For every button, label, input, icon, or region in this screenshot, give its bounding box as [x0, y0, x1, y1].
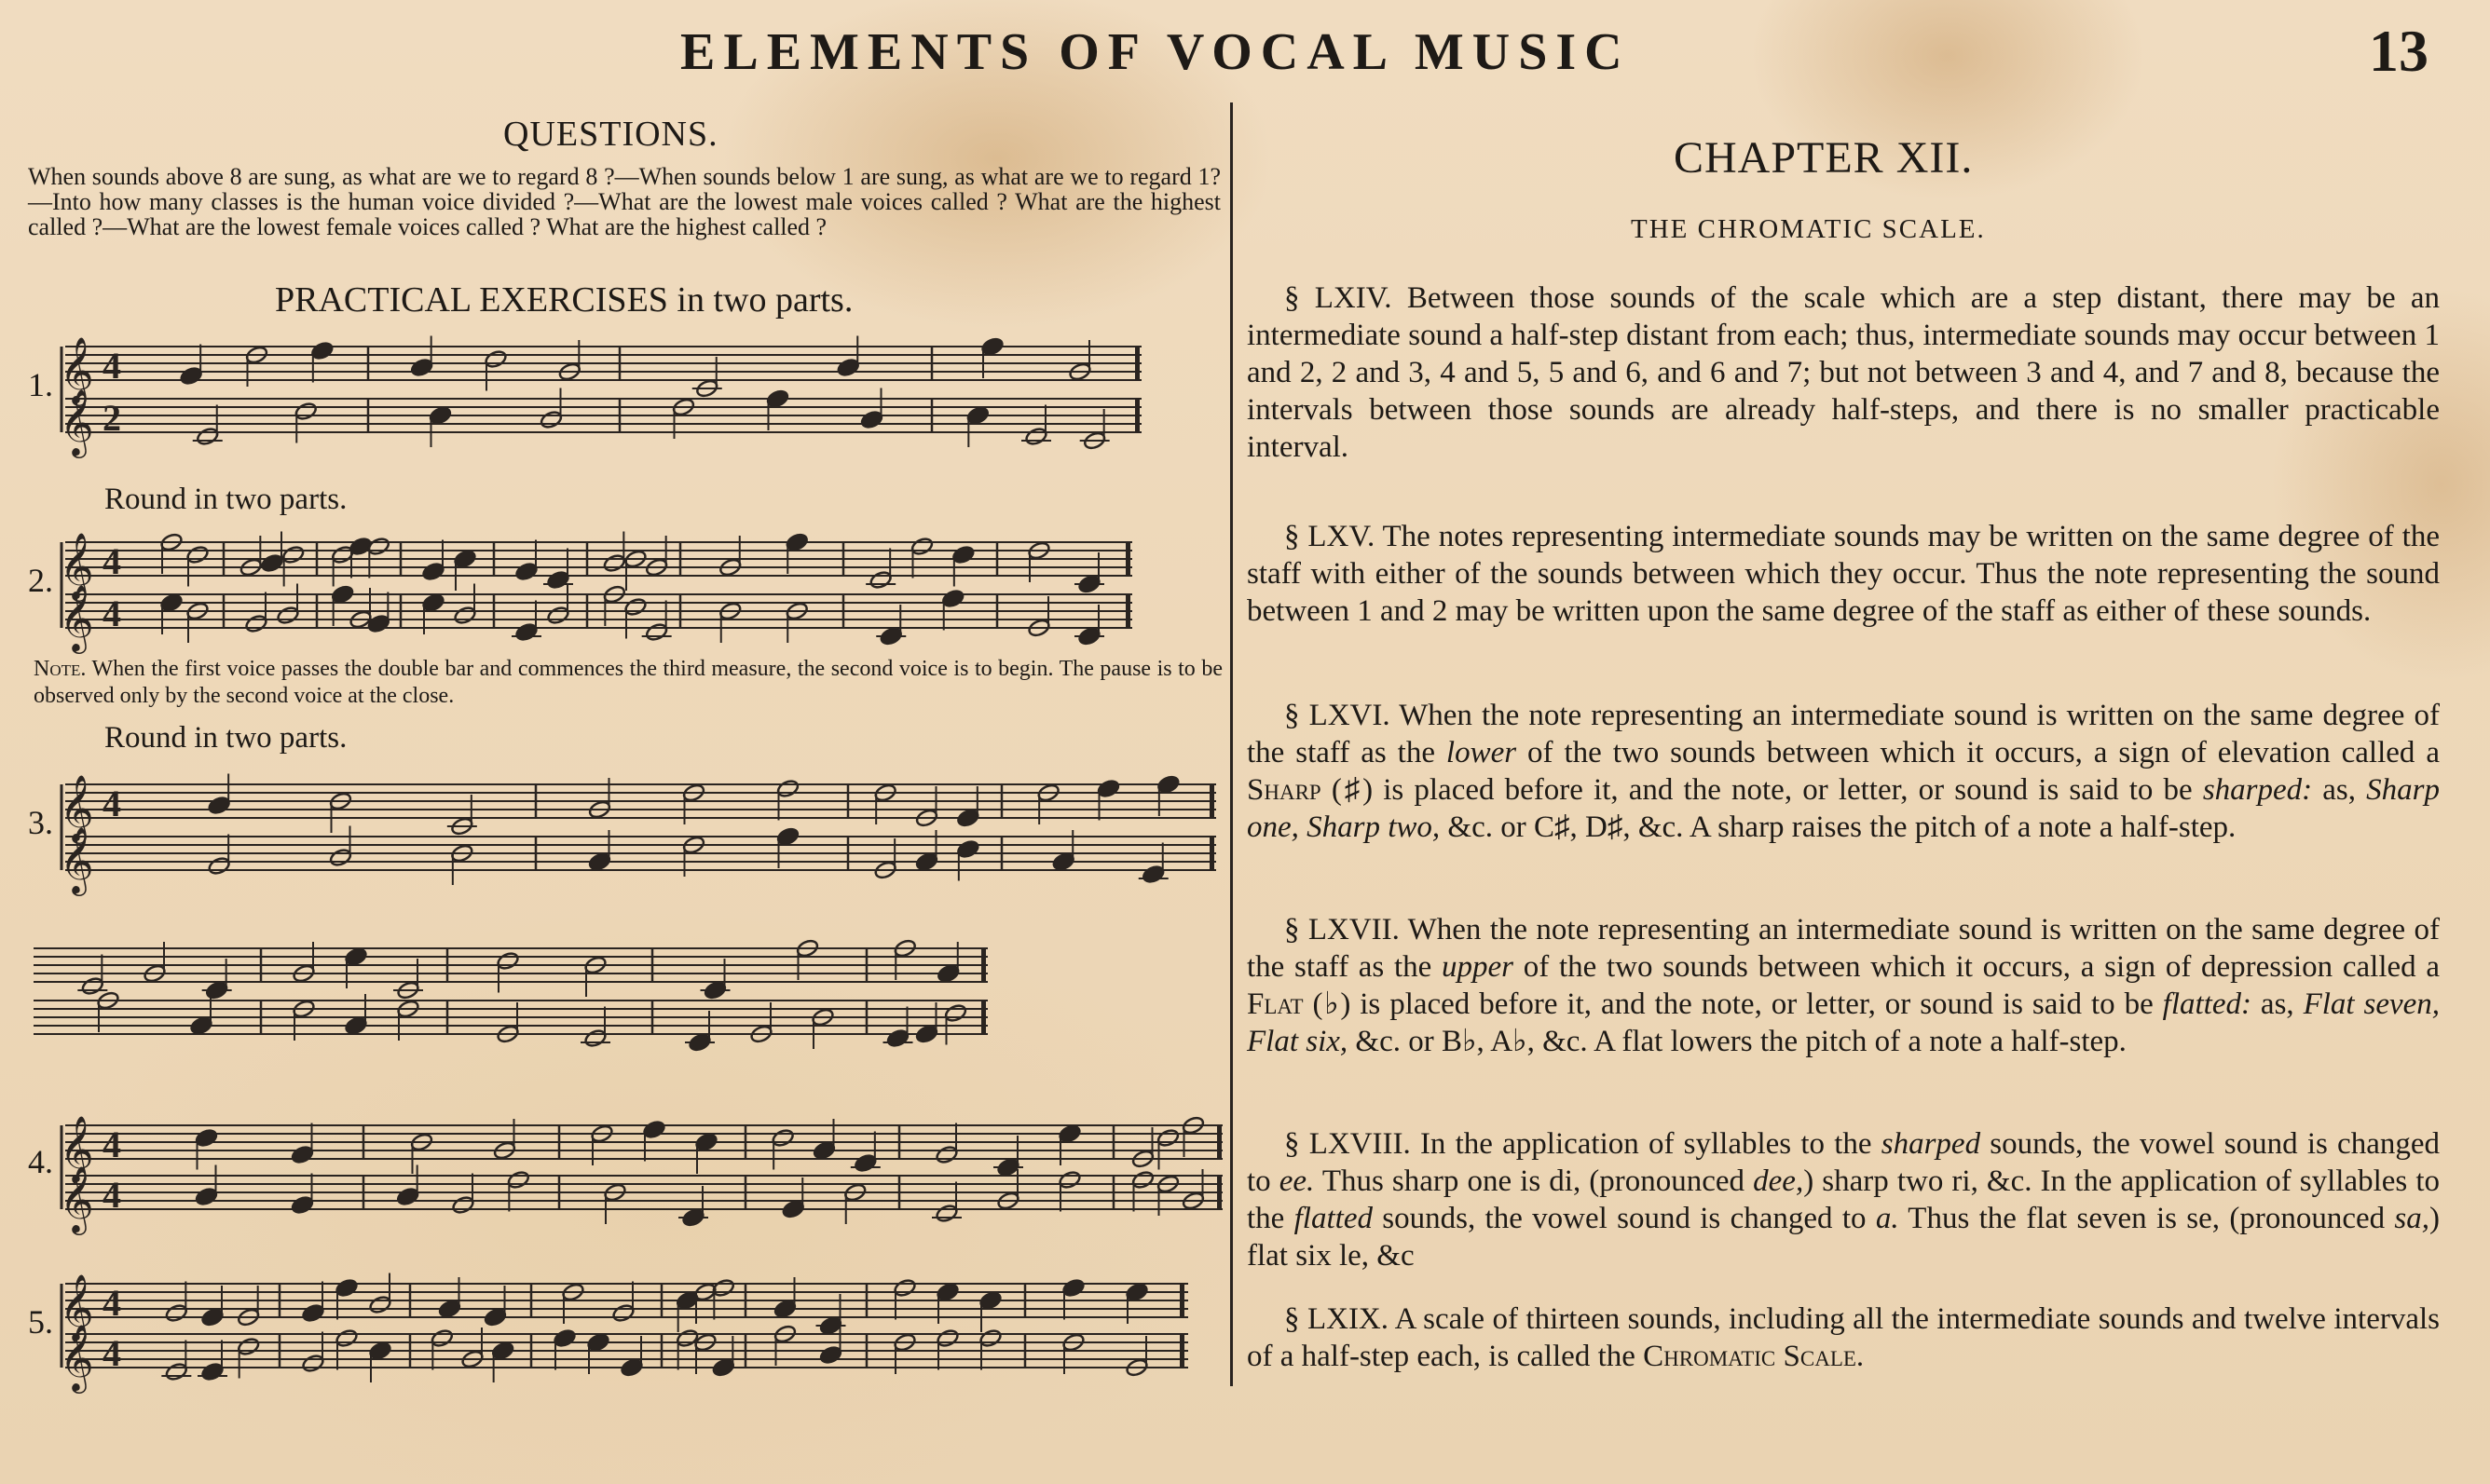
questions-heading: QUESTIONS. — [503, 115, 718, 154]
ex5-lower-final-barline — [1180, 1334, 1184, 1368]
ex5-upper-final-barline — [1180, 1284, 1184, 1317]
note-text: When the first voice passes the double bar and commences the third measure, the second voice is to begin. The pause is to be observed only by the second voice at the close. — [34, 657, 1223, 708]
ex1-lower-final-barline — [1135, 399, 1140, 432]
ex2-upper-time-signature: 4 — [103, 540, 121, 582]
exercise-number-2: 2. — [28, 562, 53, 599]
paragraph-lxviii — [1247, 1125, 2440, 1274]
exercises-heading: PRACTICAL EXERCISES in two parts. — [275, 280, 854, 320]
ex1-upper-final-barline — [1135, 347, 1140, 380]
p66-sharp-term: Sharp — [1247, 773, 1321, 807]
p67-text-d: as, — [2260, 987, 2294, 1021]
p68-text-g: ) flat six le, &c — [1247, 1202, 2441, 1273]
ex1-upper-time-signature: 4 — [103, 345, 121, 387]
round-caption-2: Round in two parts. — [104, 721, 348, 755]
ex4-upper-treble-clef: 𝄞 — [60, 1114, 94, 1182]
ex3b-upper-final-barline — [981, 948, 986, 982]
chapter-subtitle: THE CHROMATIC SCALE. — [1631, 214, 1986, 244]
p68-sharped: sharped — [1881, 1127, 1981, 1161]
exercise-number-1: 1. — [28, 366, 53, 403]
paragraph-lxiv — [1247, 279, 2440, 466]
ex2-upper-final-barline — [1126, 542, 1130, 576]
p68-text-b: sounds, the vowel sound is changed to — [1247, 1127, 2440, 1198]
p68-ee: ee. — [1279, 1164, 1315, 1198]
p69-text-a: § LXIX. A scale of thirteen sounds, including all the intermediate sounds and twelve intervals of a half-step each, is called the — [1247, 1302, 2440, 1373]
exercise-number-5: 5. — [28, 1303, 53, 1341]
round-caption-1: Round in two parts. — [104, 483, 348, 516]
p67-flat-term: Flat — [1247, 987, 1304, 1021]
p66-lower: lower — [1445, 736, 1517, 769]
ex1-lower-time-signature: 2 — [103, 397, 121, 439]
p68-sa: sa, — [2394, 1202, 2430, 1235]
ex3-upper-time-signature: 4 — [103, 783, 121, 824]
ex3-lower-final-barline — [1210, 837, 1214, 870]
p67-text-a: § LXVII. When the note representing an intermediate sound is written on the same degree of the staff as the — [1247, 913, 2440, 984]
paragraph-lxiv-text: § LXIV. Between those sounds of the scale which are a step distant, there may be an intermediate sound a half-step distant from each; thus, intermediate sounds may occur between 1 and 2, 2 and 3, 4 and 5, 5 and 6, and 6 and 7; but not between 3 and 4, and 7 and 8, because the intervals between those sounds are already half-steps, and there is no smaller practicable interval. — [1247, 281, 2440, 464]
p68-text-e: sounds, the vowel sound is changed to — [1382, 1202, 1867, 1235]
ex4-lower-time-signature: 4 — [103, 1174, 121, 1216]
ex5-lower-treble-clef: 𝄞 — [60, 1323, 94, 1391]
exercise-number-4: 4. — [28, 1143, 53, 1180]
p67-text-c: (♭) is placed before it, and the note, or letter, or sound is said to be — [1312, 987, 2154, 1021]
ex2-upper-treble-clef: 𝄞 — [60, 531, 94, 599]
p68-flatted: flatted — [1293, 1202, 1373, 1235]
paragraph-lxv-text: § LXV. The notes representing intermediate sounds may be written on the same degree of the staff with either of the sounds between which they occur. Thus the note representing the sound between 1 and 2 may be written upon the same degree of the staff as either of these sounds. — [1247, 520, 2440, 628]
p67-upper: upper — [1442, 950, 1514, 984]
p67-text-e: &c. or B♭, A♭, &c. A flat lowers the pitch of a note a half-step. — [1355, 1025, 2127, 1058]
ex4-upper-time-signature: 4 — [103, 1123, 121, 1165]
ex3b-lower-final-barline — [981, 1001, 986, 1034]
paragraph-lxix — [1247, 1300, 2440, 1375]
p66-examples: Sharp one, Sharp two, — [1247, 773, 2441, 844]
p67-examples: Flat seven, Flat six, — [1247, 987, 2441, 1058]
p68-a-vowel: a. — [1875, 1202, 1899, 1235]
ex2-lower-final-barline — [1126, 594, 1130, 628]
p68-text-d: ) sharp two ri, &c. In the application of syllables to the — [1247, 1164, 2441, 1235]
paragraph-lxv — [1247, 518, 2440, 630]
exercise-number-3: 3. — [28, 804, 53, 841]
ex2-lower-time-signature: 4 — [103, 592, 121, 634]
p68-text-a: § LXVIII. In the application of syllables to the — [1284, 1127, 1872, 1161]
ex4-lower-treble-clef: 𝄞 — [60, 1164, 94, 1232]
ex3-upper-treble-clef: 𝄞 — [60, 773, 94, 841]
p66-text-c: (♯) is placed before it, and the note, or letter, or sound is said to be — [1331, 773, 2193, 807]
chapter-heading: CHAPTER XII. — [1674, 133, 1974, 183]
p68-dee: dee, — [1753, 1164, 1804, 1198]
p69-chromatic-scale-term: Chromatic Scale. — [1643, 1340, 1865, 1373]
column-divider — [1230, 102, 1233, 1386]
p68-text-f: Thus the flat seven is se, (pronounced — [1908, 1202, 2386, 1235]
p66-text-e: &c. or C♯, D♯, &c. A sharp raises the pitch of a note a half-step. — [1447, 810, 2237, 844]
ex5-lower-time-signature: 4 — [103, 1332, 121, 1374]
ex3-lower-treble-clef: 𝄞 — [60, 825, 94, 893]
ex3-upper-final-barline — [1210, 784, 1214, 818]
paragraph-lxvi — [1247, 697, 2440, 846]
p66-text-b: of the two sounds between which it occurs, a sign of elevation called a — [1527, 736, 2440, 769]
p68-text-c: Thus sharp one is di, (pronounced — [1321, 1164, 1745, 1198]
ex1-upper-treble-clef: 𝄞 — [60, 335, 94, 403]
questions-text: When sounds above 8 are sung, as what are we to regard 8 ?—When sounds below 1 are sung, as what are we to regard 1?—Into how many classes is the human voice divided ?—What are the lowest male voices called ? What are the highest called ?—What are the lowest female voices called ? What are the highest called ? — [28, 163, 1221, 240]
ex2-lower-treble-clef: 𝄞 — [60, 583, 94, 651]
paragraph-lxvii — [1247, 911, 2440, 1060]
ex4-upper-final-barline — [1217, 1125, 1222, 1159]
page-number: 13 — [2369, 18, 2428, 84]
p67-text-b: of the two sounds between which it occurs, a sign of depression called a — [1523, 950, 2441, 984]
ex4-lower-final-barline — [1217, 1176, 1222, 1209]
ex1-lower-treble-clef: 𝄞 — [60, 388, 94, 456]
running-header: ELEMENTS OF VOCAL MUSIC — [680, 23, 1631, 81]
p66-text-d: as, — [2322, 773, 2357, 807]
ex5-upper-time-signature: 4 — [103, 1282, 121, 1324]
note-label: Note. — [34, 657, 87, 681]
music-notation — [0, 0, 1230, 1484]
p66-sharped: sharped: — [2202, 773, 2313, 807]
ex5-upper-treble-clef: 𝄞 — [60, 1273, 94, 1341]
p66-text-a: § LXVI. When the note representing an intermediate sound is written on the same degree of the staff as the — [1247, 699, 2440, 769]
p67-flatted: flatted: — [2162, 987, 2251, 1021]
